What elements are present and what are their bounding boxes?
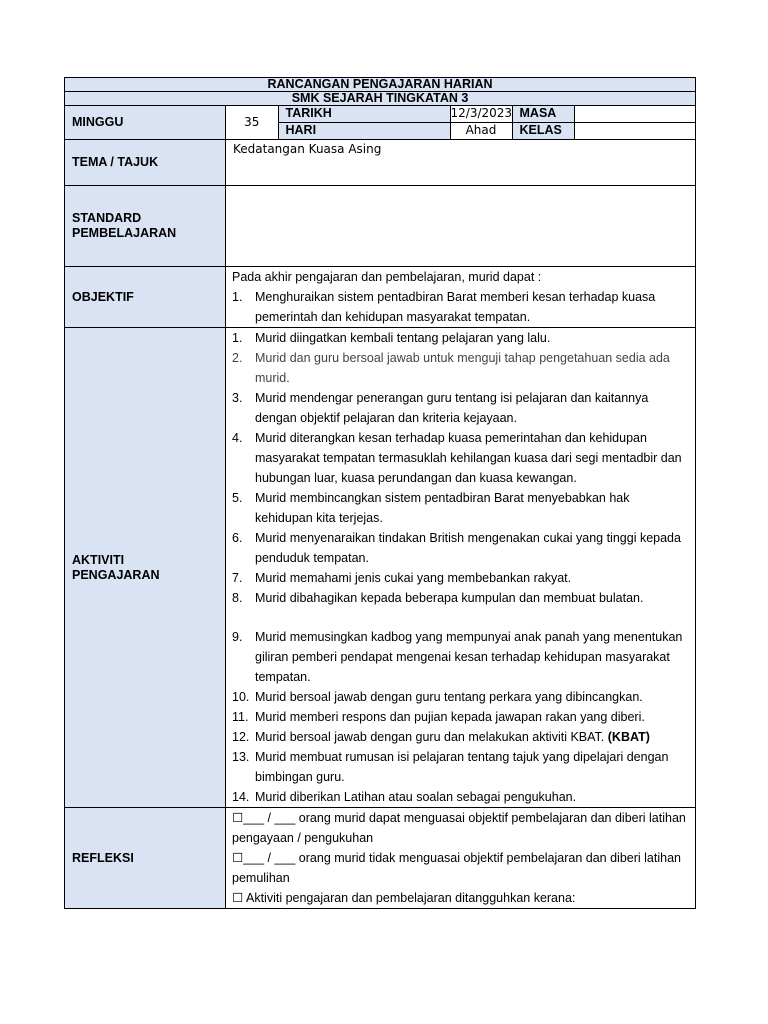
kbat-tag: (KBAT)	[607, 730, 650, 744]
objektif-intro: Pada akhir pengajaran dan pembelajaran, murid dapat :	[232, 270, 542, 284]
list-text: Murid diberikan Latihan atau soalan sebagai pengukuhan.	[255, 790, 577, 804]
list-item	[232, 287, 689, 327]
list-item	[232, 687, 689, 707]
list-item	[232, 588, 689, 608]
list-number: 12.	[232, 730, 250, 744]
list-number: 5.	[232, 491, 243, 505]
list-item	[232, 747, 689, 787]
tarikh-value: 12/3/2023	[450, 106, 512, 123]
refleksi-content	[226, 808, 696, 909]
tema-label: TEMA / TAJUK	[65, 140, 226, 186]
refleksi-label: REFLEKSI	[65, 808, 226, 909]
hari-label: HARI	[278, 123, 450, 140]
hari-value: Ahad	[450, 123, 512, 140]
aktiviti-label-line1: AKTIVITI	[72, 552, 125, 567]
list-text: Murid bersoal jawab dengan guru tentang perkara yang dibincangkan.	[255, 690, 643, 704]
list-text: Murid menyenaraikan tindakan British mengenakan cukai yang tinggi kepada penduduk tempatan.	[255, 531, 681, 565]
standard-value	[226, 186, 696, 267]
list-item	[232, 488, 689, 528]
list-item	[232, 348, 689, 388]
masa-value	[574, 106, 695, 123]
list-item	[232, 568, 689, 588]
list-item	[232, 528, 689, 568]
list-text: Murid dibahagikan kepada beberapa kumpulan dan membuat bulatan.	[255, 591, 644, 605]
list-item	[232, 627, 689, 687]
objektif-content	[226, 267, 696, 328]
list-number: 8.	[232, 591, 243, 605]
list-item	[232, 727, 689, 747]
list-number: 4.	[232, 431, 243, 445]
standard-label-line1: STANDARD	[72, 211, 142, 225]
list-number: 2.	[232, 351, 243, 365]
list-text: Murid memahami jenis cukai yang membebankan rakyat.	[255, 571, 572, 585]
minggu-label: MINGGU	[65, 106, 226, 140]
lesson-plan-table	[64, 77, 696, 909]
list-text: Murid mendengar penerangan guru tentang isi pelajaran dan kaitannya dengan objektif pelajaran dan kriteria kejayaan.	[255, 391, 649, 425]
list-number: 3.	[232, 391, 243, 405]
list-number: 1.	[232, 290, 243, 304]
list-number: 9.	[232, 630, 243, 644]
document-subtitle: SMK SEJARAH TINGKATAN 3	[65, 92, 696, 106]
list-text: Murid membuat rumusan isi pelajaran tentang tajuk yang dipelajari dengan bimbingan guru.	[255, 750, 669, 784]
objektif-list	[232, 287, 689, 327]
kelas-label: KELAS	[512, 123, 574, 140]
tarikh-label: TARIKH	[278, 106, 450, 123]
list-text: Murid bersoal jawab dengan guru dan melakukan aktiviti KBAT.	[255, 730, 605, 744]
aktiviti-label	[65, 328, 226, 808]
refleksi-line-not-mastered: ☐___ / ___ orang murid tidak menguasai objektif pembelajaran dan diberi latihan pemulihan	[232, 851, 681, 885]
list-number: 11.	[232, 710, 249, 724]
aktiviti-label-line2: PENGAJARAN	[72, 567, 160, 582]
list-number: 10.	[232, 690, 250, 704]
list-item	[232, 428, 689, 488]
list-text: Murid membincangkan sistem pentadbiran Barat menyebabkan hak kehidupan kita terjejas.	[255, 491, 630, 525]
refleksi-line-mastered: ☐___ / ___ orang murid dapat menguasai objektif pembelajaran dan diberi latihan pengayaan / pengukuhan	[232, 811, 686, 845]
list-text: Murid memusingkan kadbog yang mempunyai anak panah yang menentukan giliran pemberi pendapat mengenai kesan terhadap kehidupan masyarakat tempatan.	[255, 630, 683, 684]
kelas-value	[574, 123, 695, 140]
tema-value: Kedatangan Kuasa Asing	[226, 140, 696, 186]
list-text: Murid memberi respons dan pujian kepada jawapan rakan yang diberi.	[255, 710, 645, 724]
info-cell	[226, 106, 696, 140]
minggu-value: 35	[226, 106, 278, 139]
list-item	[232, 328, 689, 348]
list-item	[232, 787, 689, 807]
list-number: 6.	[232, 531, 243, 545]
list-number: 13.	[232, 750, 250, 764]
list-number: 1.	[232, 331, 243, 345]
list-item	[232, 388, 689, 428]
list-text: Murid diingatkan kembali tentang pelajaran yang lalu.	[255, 331, 551, 345]
masa-label: MASA	[512, 106, 574, 123]
list-item	[232, 707, 689, 727]
document-title: RANCANGAN PENGAJARAN HARIAN	[65, 78, 696, 92]
objektif-label: OBJEKTIF	[65, 267, 226, 328]
list-number: 7.	[232, 571, 243, 585]
list-text: Menghuraikan sistem pentadbiran Barat memberi kesan terhadap kuasa pemerintah dan kehidupan masyarakat tempatan.	[255, 290, 656, 324]
lesson-plan-document	[64, 77, 695, 909]
standard-label-line2: PEMBELAJARAN	[72, 226, 177, 240]
aktiviti-list	[232, 328, 689, 807]
list-text: Murid dan guru bersoal jawab untuk menguji tahap pengetahuan sedia ada murid.	[255, 351, 670, 385]
aktiviti-content	[226, 328, 696, 808]
refleksi-line-postponed: ☐ Aktiviti pengajaran dan pembelajaran ditangguhkan kerana:	[232, 891, 576, 905]
standard-label	[65, 186, 226, 267]
list-number: 14.	[232, 790, 250, 804]
list-text: Murid diterangkan kesan terhadap kuasa pemerintahan dan kehidupan masyarakat tempatan termasuklah kehilangan kuasa dari segi mentadbir dan hubungan luar, kuasa perundangan dan kuasa kewangan.	[255, 431, 682, 485]
info-grid	[226, 106, 695, 139]
